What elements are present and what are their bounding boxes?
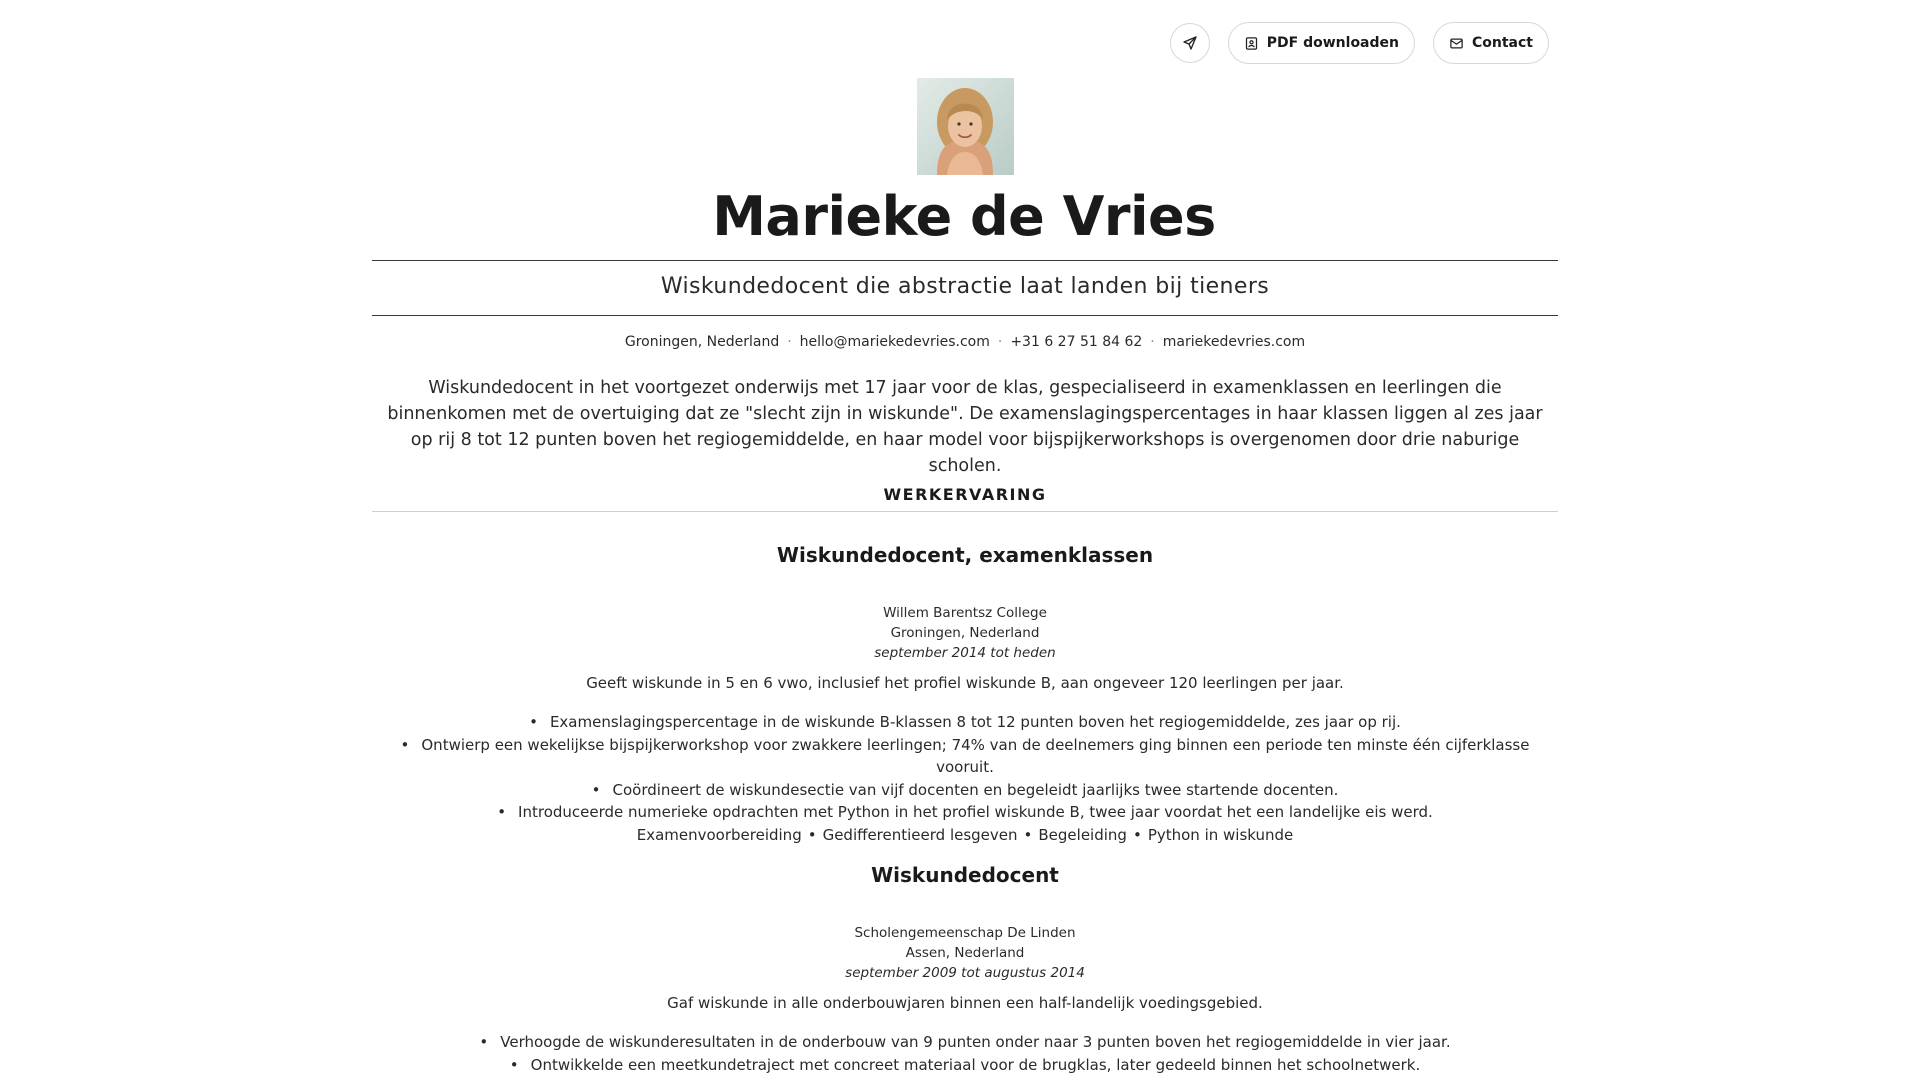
mail-icon: [1449, 36, 1464, 51]
list-item: • Ontwikkelde een meetkundetraject met concreet materiaal voor de brugklas, later gedeeld binnen het schoolnetwerk.: [372, 1054, 1558, 1077]
avatar: [917, 78, 1014, 175]
page-title: Marieke de Vries: [712, 185, 1216, 248]
job-title: Wiskundedocent, examenklassen: [776, 543, 1154, 567]
skill-separator: •: [1132, 825, 1142, 844]
share-button[interactable]: [1170, 23, 1210, 63]
job-entry: [372, 861, 1558, 1076]
job-title: Wiskundedocent: [871, 863, 1059, 887]
contact-separator: ·: [1150, 334, 1155, 350]
job-location: Groningen, Nederland: [890, 625, 1040, 641]
contact-email[interactable]: hello@mariekedevries.com: [799, 334, 990, 350]
contact-location: Groningen, Nederland: [624, 334, 780, 350]
job-description: Gaf wiskunde in alle onderbouwjaren binnen een half-landelijk voedingsgebied.: [667, 994, 1263, 1012]
skill-tag: Gedifferentieerd lesgeven: [822, 825, 1018, 844]
skill-tag: Begeleiding: [1038, 825, 1127, 844]
pdf-download-button[interactable]: [1228, 22, 1415, 64]
contact-website[interactable]: mariekedevries.com: [1162, 334, 1306, 350]
send-icon: [1182, 35, 1198, 51]
job-location: Assen, Nederland: [905, 945, 1025, 961]
section-divider: [372, 511, 1558, 512]
contact-button[interactable]: [1433, 22, 1549, 64]
contact-separator: ·: [787, 334, 792, 350]
action-bar: [1170, 22, 1549, 64]
job-company: Willem Barentsz College: [883, 605, 1047, 621]
job-dates: september 2009 tot augustus 2014: [845, 965, 1085, 981]
list-item: • Examenslagingspercentage in de wiskunde B-klassen 8 tot 12 punten boven het regiogemiddelde, zes jaar op rij.: [372, 711, 1558, 734]
list-item: • Introduceerde numerieke opdrachten met Python in het profiel wiskunde B, twee jaar voordat het een landelijke eis werd.: [372, 801, 1558, 824]
list-item: • Coördineert de wiskundesectie van vijf docenten en begeleidt jaarlijks twee startende docenten.: [372, 779, 1558, 802]
tagline: Wiskundedocent die abstractie laat landen bij tieners: [660, 274, 1270, 299]
profile-summary: Wiskundedocent in het voortgezet onderwijs met 17 jaar voor de klas, gespecialiseerd in examenklassen en leerlingen die binnenkomen met de overtuiging dat ze "slecht zijn in wiskunde". De examenslagingspercentages in haar klassen liggen al zes jaar op rij 8 tot 12 punten boven het regiogemiddelde, en haar model voor bijspijkerworkshops is overgenomen door drie naburige scholen.: [387, 378, 1543, 476]
job-entry: [372, 541, 1558, 846]
header-divider-top: [372, 260, 1558, 261]
file-download-icon: [1244, 36, 1259, 51]
skill-separator: •: [807, 825, 817, 844]
contact-label: Contact: [1472, 35, 1533, 51]
job-achievements: [372, 1031, 1558, 1076]
job-skills: [372, 824, 1558, 846]
skill-separator: •: [1023, 825, 1033, 844]
job-company: Scholengemeenschap De Linden: [854, 925, 1076, 941]
list-item: • Ontwierp een wekelijkse bijspijkerworkshop voor zwakkere leerlingen; 74% van de deelnemers ging binnen een periode ten minste één cijferklasse vooruit.: [372, 734, 1558, 779]
contact-separator: ·: [997, 334, 1003, 350]
contact-info: [372, 332, 1558, 352]
section-title-experience: WERKERVARING: [883, 485, 1047, 504]
job-description: Geeft wiskunde in 5 en 6 vwo, inclusief het profiel wiskunde B, aan ongeveer 120 leerlingen per jaar.: [586, 674, 1344, 692]
skill-tag: Python in wiskunde: [1147, 825, 1294, 844]
job-dates: september 2014 tot heden: [874, 645, 1056, 661]
pdf-download-label: PDF downloaden: [1266, 35, 1399, 51]
contact-phone[interactable]: +31 6 27 51 84 62: [1010, 334, 1143, 350]
skill-tag: Examenvoorbereiding: [636, 825, 802, 844]
list-item: • Verhoogde de wiskunderesultaten in de onderbouw van 9 punten onder naar 3 punten boven het regiogemiddelde in vier jaar.: [372, 1031, 1558, 1054]
job-achievements: [372, 711, 1558, 824]
header-divider-bottom: [372, 315, 1558, 316]
